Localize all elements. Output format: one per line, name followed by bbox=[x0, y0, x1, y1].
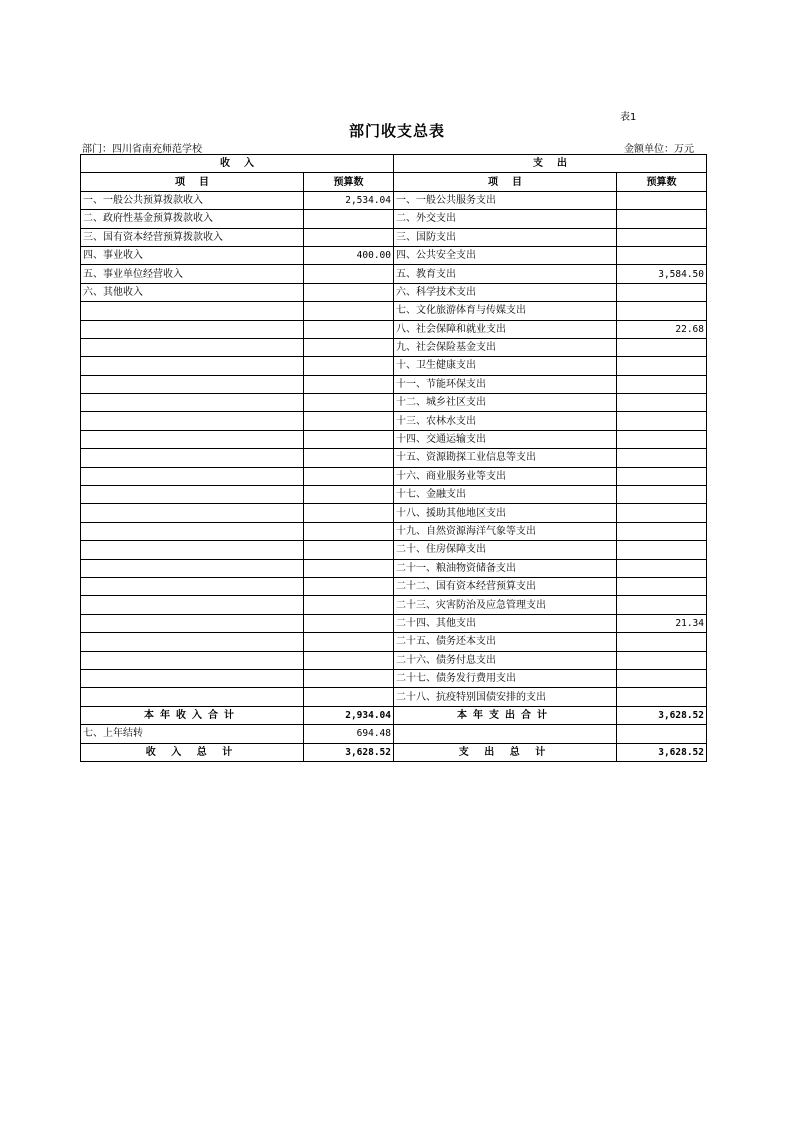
table-row bbox=[81, 338, 707, 356]
expense-item-value: 22.68 bbox=[617, 320, 707, 338]
income-item-value bbox=[304, 614, 394, 632]
expense-item-label: 二十五、债务还本支出 bbox=[394, 633, 617, 651]
carryover-expense-empty bbox=[394, 725, 617, 743]
expense-item-label: 四、公共安全支出 bbox=[394, 246, 617, 264]
income-item-value bbox=[304, 449, 394, 467]
income-item-value bbox=[304, 302, 394, 320]
table-row bbox=[81, 633, 707, 651]
expense-item-value: 21.34 bbox=[617, 614, 707, 632]
expense-item-label: 一、一般公共服务支出 bbox=[394, 191, 617, 209]
income-item-value bbox=[304, 320, 394, 338]
carryover-label: 七、上年结转 bbox=[81, 725, 304, 743]
income-item-label bbox=[81, 467, 304, 485]
income-item-label bbox=[81, 357, 304, 375]
table-row bbox=[81, 430, 707, 448]
expense-item-value bbox=[617, 412, 707, 430]
income-item-label bbox=[81, 302, 304, 320]
income-subtotal-label: 本年收入合计 bbox=[81, 706, 304, 724]
income-item-label bbox=[81, 541, 304, 559]
expense-item-label: 三、国防支出 bbox=[394, 228, 617, 246]
expense-item-label: 二十八、抗疫特别国债安排的支出 bbox=[394, 688, 617, 706]
expense-item-value bbox=[617, 357, 707, 375]
income-item-label bbox=[81, 669, 304, 687]
income-item-value bbox=[304, 467, 394, 485]
income-item-label: 三、国有资本经营预算拨款收入 bbox=[81, 228, 304, 246]
expense-item-label: 十三、农林水支出 bbox=[394, 412, 617, 430]
expense-subtotal-label: 本年支出合计 bbox=[394, 706, 617, 724]
income-item-value bbox=[304, 412, 394, 430]
income-item-value bbox=[304, 596, 394, 614]
table-row bbox=[81, 283, 707, 301]
income-item-label: 一、一般公共预算拨款收入 bbox=[81, 191, 304, 209]
income-item-label bbox=[81, 486, 304, 504]
expense-item-value bbox=[617, 394, 707, 412]
table-row bbox=[81, 357, 707, 375]
table-row bbox=[81, 596, 707, 614]
income-item-label bbox=[81, 375, 304, 393]
expense-item-value bbox=[617, 338, 707, 356]
column-header-row bbox=[81, 173, 707, 191]
table-row bbox=[81, 504, 707, 522]
income-item-value bbox=[304, 559, 394, 577]
expense-item-label: 七、文化旅游体育与传媒支出 bbox=[394, 302, 617, 320]
expense-section-header: 支 出 bbox=[394, 155, 707, 173]
income-item-label bbox=[81, 577, 304, 595]
income-item-label bbox=[81, 412, 304, 430]
expense-item-value bbox=[617, 246, 707, 264]
income-item-value bbox=[304, 541, 394, 559]
income-item-label bbox=[81, 394, 304, 412]
subtotal-row bbox=[81, 706, 707, 724]
expense-item-value: 3,584.50 bbox=[617, 265, 707, 283]
table-row bbox=[81, 412, 707, 430]
income-item-label bbox=[81, 338, 304, 356]
income-item-value bbox=[304, 265, 394, 283]
income-item-value bbox=[304, 504, 394, 522]
carryover-row bbox=[81, 725, 707, 743]
expense-item-label: 十一、节能环保支出 bbox=[394, 375, 617, 393]
table-row bbox=[81, 467, 707, 485]
expense-item-value bbox=[617, 522, 707, 540]
income-item-value: 400.00 bbox=[304, 246, 394, 264]
expense-item-label: 二十三、灾害防治及应急管理支出 bbox=[394, 596, 617, 614]
total-row bbox=[81, 743, 707, 761]
expense-item-label: 十二、城乡社区支出 bbox=[394, 394, 617, 412]
income-item-label: 四、事业收入 bbox=[81, 246, 304, 264]
income-item-value bbox=[304, 633, 394, 651]
expense-item-label: 十八、援助其他地区支出 bbox=[394, 504, 617, 522]
table-number: 表1 bbox=[620, 112, 637, 123]
income-total-label: 收 入 总 计 bbox=[81, 743, 304, 761]
expense-item-label: 十五、资源勘探工业信息等支出 bbox=[394, 449, 617, 467]
page-title: 部门收支总表 bbox=[348, 122, 445, 140]
income-item-value bbox=[304, 357, 394, 375]
expense-item-value bbox=[617, 449, 707, 467]
expense-item-value bbox=[617, 559, 707, 577]
income-item-label: 六、其他收入 bbox=[81, 283, 304, 301]
table-row bbox=[81, 577, 707, 595]
table-row bbox=[81, 302, 707, 320]
table-row bbox=[81, 669, 707, 687]
income-item-label bbox=[81, 651, 304, 669]
table-row bbox=[81, 541, 707, 559]
table-row bbox=[81, 486, 707, 504]
expense-item-label: 十七、金融支出 bbox=[394, 486, 617, 504]
expense-item-label: 二十七、债务发行费用支出 bbox=[394, 669, 617, 687]
carryover-value: 694.48 bbox=[304, 725, 394, 743]
budget-summary-table bbox=[80, 154, 707, 762]
income-item-label bbox=[81, 596, 304, 614]
income-budget-header: 预算数 bbox=[304, 173, 394, 191]
expense-item-label: 二、外交支出 bbox=[394, 210, 617, 228]
income-item-value bbox=[304, 688, 394, 706]
income-item-label bbox=[81, 449, 304, 467]
expense-item-label: 八、社会保障和就业支出 bbox=[394, 320, 617, 338]
table-row bbox=[81, 375, 707, 393]
income-item-value bbox=[304, 210, 394, 228]
section-header-row bbox=[81, 155, 707, 173]
expense-item-label: 二十四、其他支出 bbox=[394, 614, 617, 632]
department-label: 部门：四川省南充师范学校 bbox=[82, 144, 202, 155]
table-row bbox=[81, 522, 707, 540]
table-row bbox=[81, 394, 707, 412]
expense-total-value: 3,628.52 bbox=[617, 743, 707, 761]
carryover-expense-value-empty bbox=[617, 725, 707, 743]
income-item-value bbox=[304, 522, 394, 540]
expense-item-value bbox=[617, 633, 707, 651]
income-item-label bbox=[81, 559, 304, 577]
table-row bbox=[81, 614, 707, 632]
income-total-value: 3,628.52 bbox=[304, 743, 394, 761]
income-item-value bbox=[304, 338, 394, 356]
table-row bbox=[81, 246, 707, 264]
expense-item-label: 二十、住房保障支出 bbox=[394, 541, 617, 559]
income-item-label bbox=[81, 320, 304, 338]
income-item-label bbox=[81, 430, 304, 448]
income-subtotal-value: 2,934.04 bbox=[304, 706, 394, 724]
income-item-label bbox=[81, 614, 304, 632]
expense-item-label: 二十六、债务付息支出 bbox=[394, 651, 617, 669]
table-row bbox=[81, 688, 707, 706]
expense-item-label: 六、科学技术支出 bbox=[394, 283, 617, 301]
table-row bbox=[81, 265, 707, 283]
income-item-value bbox=[304, 283, 394, 301]
expense-item-value bbox=[617, 669, 707, 687]
expense-item-label: 十、卫生健康支出 bbox=[394, 357, 617, 375]
expense-item-value bbox=[617, 210, 707, 228]
expense-item-header: 项 目 bbox=[394, 173, 617, 191]
table-row bbox=[81, 651, 707, 669]
table-row bbox=[81, 191, 707, 209]
expense-item-label: 五、教育支出 bbox=[394, 265, 617, 283]
expense-item-value bbox=[617, 467, 707, 485]
expense-budget-header: 预算数 bbox=[617, 173, 707, 191]
income-item-label bbox=[81, 522, 304, 540]
income-item-value bbox=[304, 394, 394, 412]
income-item-label: 五、事业单位经营收入 bbox=[81, 265, 304, 283]
income-item-value bbox=[304, 375, 394, 393]
income-item-value bbox=[304, 430, 394, 448]
income-item-header: 项 目 bbox=[81, 173, 304, 191]
expense-item-value bbox=[617, 577, 707, 595]
table-row bbox=[81, 449, 707, 467]
expense-item-value bbox=[617, 283, 707, 301]
income-section-header: 收 入 bbox=[81, 155, 394, 173]
income-item-value bbox=[304, 228, 394, 246]
table-row bbox=[81, 210, 707, 228]
expense-item-value bbox=[617, 228, 707, 246]
expense-item-value bbox=[617, 541, 707, 559]
expense-item-label: 十九、自然资源海洋气象等支出 bbox=[394, 522, 617, 540]
income-item-value bbox=[304, 651, 394, 669]
table-row bbox=[81, 228, 707, 246]
income-item-label: 二、政府性基金预算拨款收入 bbox=[81, 210, 304, 228]
expense-item-label: 二十一、粮油物资储备支出 bbox=[394, 559, 617, 577]
expense-item-value bbox=[617, 596, 707, 614]
expense-item-value bbox=[617, 302, 707, 320]
income-item-value bbox=[304, 486, 394, 504]
expense-item-value bbox=[617, 430, 707, 448]
income-item-label bbox=[81, 633, 304, 651]
expense-item-label: 二十二、国有资本经营预算支出 bbox=[394, 577, 617, 595]
expense-subtotal-value: 3,628.52 bbox=[617, 706, 707, 724]
expense-item-value bbox=[617, 486, 707, 504]
unit-label: 金额单位：万元 bbox=[624, 144, 694, 155]
expense-item-value bbox=[617, 375, 707, 393]
expense-total-label: 支 出 总 计 bbox=[394, 743, 617, 761]
expense-item-label: 十六、商业服务业等支出 bbox=[394, 467, 617, 485]
table-row bbox=[81, 559, 707, 577]
income-item-value bbox=[304, 577, 394, 595]
expense-item-value bbox=[617, 688, 707, 706]
expense-item-label: 九、社会保险基金支出 bbox=[394, 338, 617, 356]
income-item-value bbox=[304, 669, 394, 687]
expense-item-value bbox=[617, 504, 707, 522]
expense-item-value bbox=[617, 191, 707, 209]
income-item-value: 2,534.04 bbox=[304, 191, 394, 209]
income-item-label bbox=[81, 504, 304, 522]
income-item-label bbox=[81, 688, 304, 706]
expense-item-label: 十四、交通运输支出 bbox=[394, 430, 617, 448]
table-row bbox=[81, 320, 707, 338]
expense-item-value bbox=[617, 651, 707, 669]
